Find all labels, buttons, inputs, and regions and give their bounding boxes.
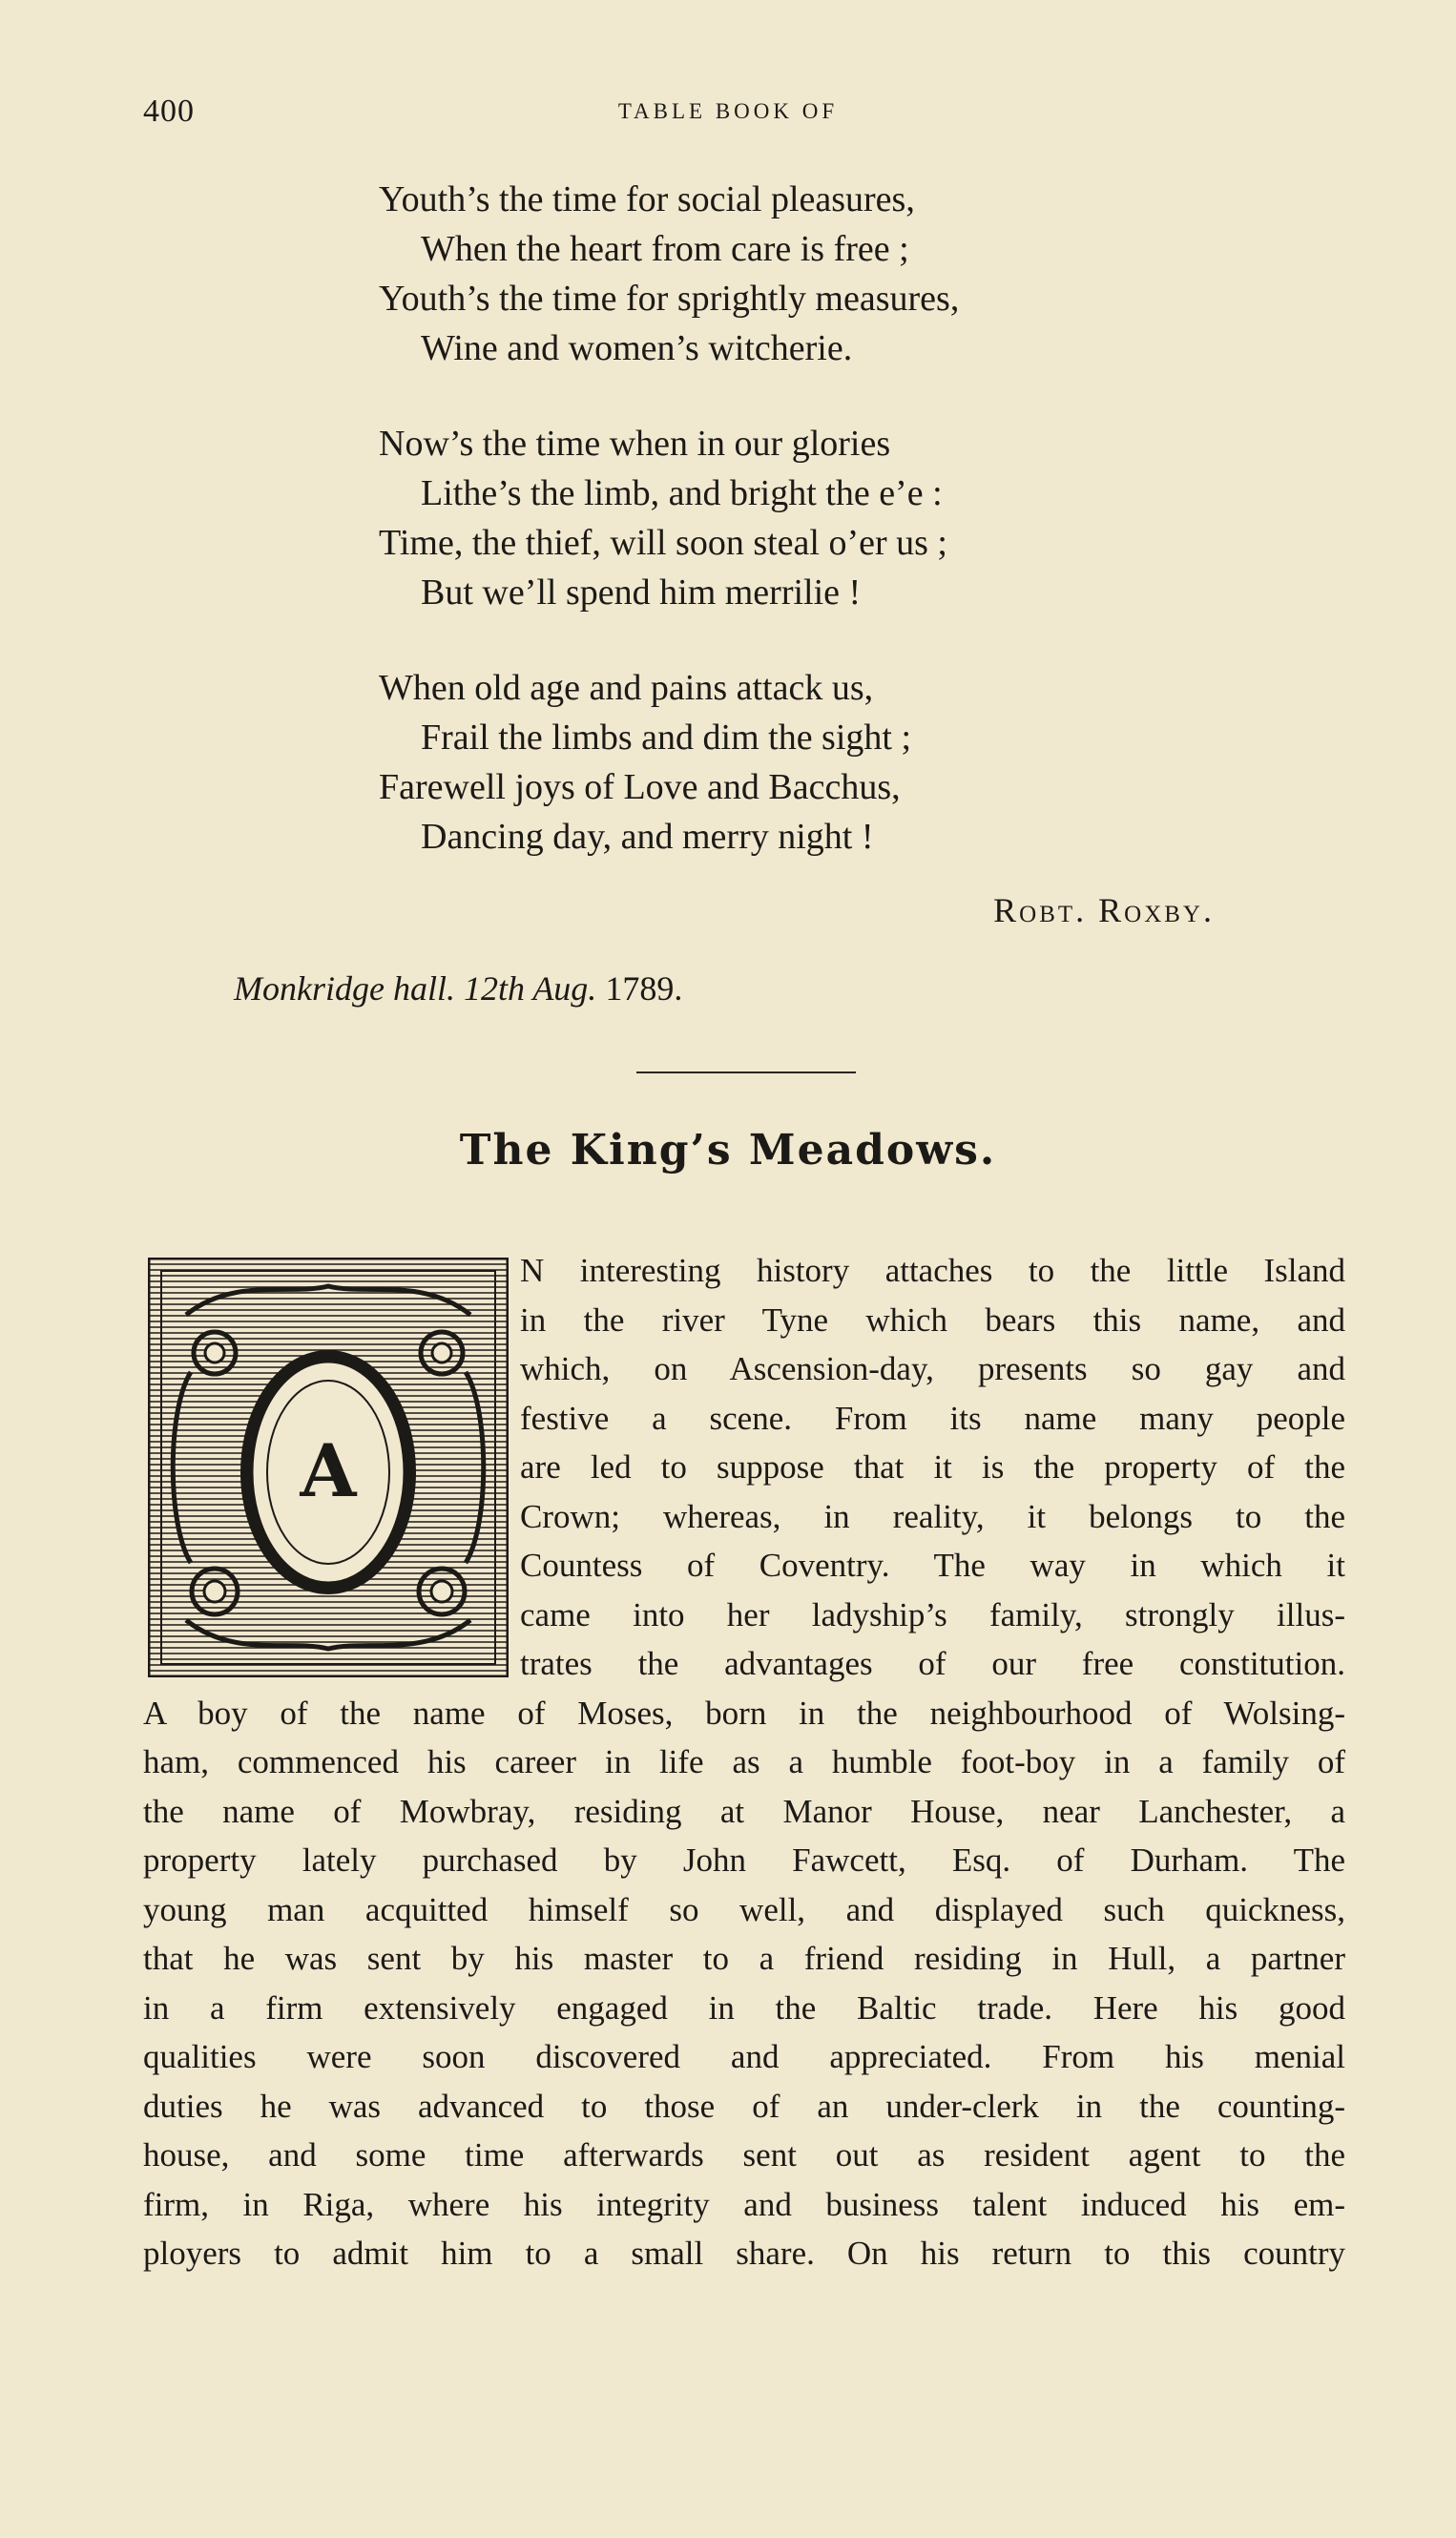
poem-stanza	[379, 419, 959, 617]
initial-letter: A	[300, 1428, 357, 1513]
body-line: festive a scene. From its name many people	[520, 1399, 1345, 1437]
poem-stanza	[379, 663, 959, 862]
poem	[379, 175, 959, 907]
body-line: Crown; whereas, in reality, it belongs to the	[520, 1497, 1345, 1535]
page-number: 400	[143, 94, 195, 129]
body-line: ham, commenced his career in life as a humble foot-boy in a family of	[143, 1743, 1345, 1780]
poem-line: Farewell joys of Love and Bacchus,	[379, 767, 901, 807]
poem-stanza	[379, 175, 959, 373]
body-line: trates the advantages of our free constitution.	[520, 1645, 1345, 1682]
body-line: property lately purchased by John Fawcett, Esq. of Durham. The	[143, 1841, 1345, 1879]
poem-line: Lithe’s the limb, and bright the e’e :	[421, 473, 943, 513]
poem-signature: Robt. Roxby.	[993, 891, 1215, 929]
poem-line: Frail the limbs and dim the sight ;	[421, 718, 912, 758]
section-divider	[636, 1071, 856, 1073]
body-line: that he was sent by his master to a friend residing in Hull, a partner	[143, 1940, 1345, 1977]
body-line: in the river Tyne which bears this name, and	[520, 1300, 1345, 1339]
body-line: Countess of Coventry. The way in which it	[520, 1547, 1345, 1584]
poem-dateline	[234, 968, 682, 1009]
article-heading: The King’s Meadows.	[459, 1126, 997, 1175]
poem-line: Time, the thief, will soon steal o’er us ;	[379, 523, 947, 563]
dateline-day: 12th Aug.	[463, 969, 597, 1008]
poem-line: When the heart from care is free ;	[421, 229, 909, 269]
poem-line: Youth’s the time for social pleasures,	[379, 179, 915, 219]
running-head: TABLE BOOK OF	[617, 99, 839, 123]
article-body	[143, 1246, 1345, 2278]
body-line: house, and some time afterwards sent out as resident agent to the	[143, 2136, 1345, 2174]
body-line: A boy of the name of Moses, born in the neighbourhood of Wolsing-	[143, 1694, 1345, 1732]
body-line: young man acquitted himself so well, and displayed such quickness,	[143, 1890, 1345, 1928]
body-line: firm, in Riga, where his integrity and business talent induced his em-	[143, 2185, 1345, 2223]
body-line: qualities were soon discovered and appreciated. From his menial	[143, 2038, 1345, 2075]
body-line: which, on Ascension-day, presents so gay and	[520, 1350, 1345, 1387]
body-line: ployers to admit him to a small share. On his return to this country	[143, 2235, 1345, 2272]
body-line: duties he was advanced to those of an under-clerk in the counting-	[143, 2087, 1345, 2125]
poem-line: Dancing day, and merry night !	[421, 817, 874, 857]
dateline-place: Monkridge hall.	[234, 969, 455, 1008]
poem-line: Now’s the time when in our glories	[379, 424, 891, 464]
poem-line: But we’ll spend him merrilie !	[421, 572, 862, 613]
body-line: N interesting history attaches to the little Island	[520, 1252, 1345, 1289]
body-line: the name of Mowbray, residing at Manor House, near Lanchester, a	[143, 1792, 1345, 1830]
dateline-year: 1789.	[605, 969, 683, 1008]
poem-line: When old age and pains attack us,	[379, 668, 874, 708]
poem-line: Wine and women’s witcherie.	[421, 328, 853, 368]
body-line: came into her ladyship’s family, strongly illus-	[520, 1595, 1345, 1633]
body-line: are led to suppose that it is the property of the	[520, 1448, 1345, 1486]
poem-line: Youth’s the time for sprightly measures,	[379, 279, 960, 319]
body-line: in a firm extensively engaged in the Baltic trade. Here his good	[143, 1988, 1345, 2027]
